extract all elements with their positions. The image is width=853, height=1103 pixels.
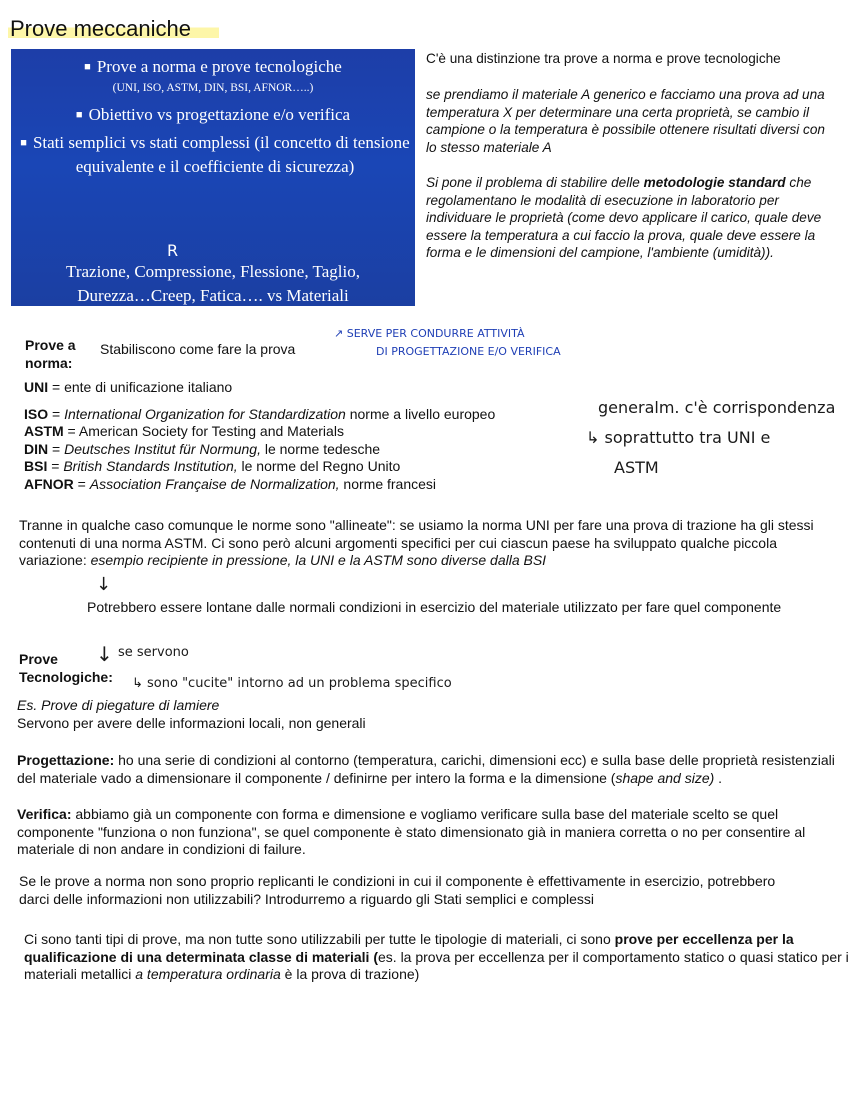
allineate-paragraph: Tranne in qualche caso comunque le norme sono "allineate": se usiamo la norma UNI per fare una prova di trazione ha gli stessi contenuti di una norma ASTM. Ci sono però alcuni argomenti specifici per cui ciascun paese ha sviluppato qualche piccola variazione: esempio recipiente in pressione, la UNI e la ASTM sono diverse dalla BSI [19,517,814,568]
progettazione-paragraph: Progettazione: ho una serie di condizioni al contorno (temperatura, carichi, dimensioni ecc) e sulla base delle proprietà resistenziali del materiale vado a dimensionare il componente / definirne per intero la forma e la dimensione (shape and size) . [17,752,835,786]
hand-note-side-3: ASTM [614,458,659,477]
hand-note-cucite: ↳ sono "cucite" intorno ad un problema specifico [132,676,452,691]
norm-list [24,379,495,493]
slide-bullet-3: Stati semplici vs stati complessi (il concetto di tensione equivalente e il coefficiente di sicurezza) [32,133,410,176]
bullet-icon: ■ [75,109,83,121]
down-arrow-icon: ↓ [96,574,112,595]
replicanti-paragraph: Se le prove a norma non sono proprio replicanti le condizioni in cui il componente è effettivamente in esercizio, potrebbero darci delle informazioni non utilizzabili? Introdurremo a riguardo gli Stati semplici e complessi [19,873,776,907]
verifica-paragraph: Verifica: abbiamo già un componente con forma e dimensione e vogliamo verificare sulla base del materiale scelto se quel componente "funziona o non funziona", se quel componente è stato dimensionato già in maniera corretta o no per consentire al materiale di non andare in condizioni di failure. [17,806,806,857]
hand-note-norma-1: ↗ SERVE PER CONDURRE ATTIVITÀ [334,327,525,340]
norm-item: ISO = International Organization for Standardization norme a livello europeo [24,405,496,422]
standard-methods-term: metodologie standard [643,175,786,190]
page-title: Prove meccaniche [8,16,219,42]
slide-bottom-line-2: Durezza…Creep, Fatica…. vs Materiali [77,286,349,305]
right-paragraph-2: se prendiamo il materiale A generico e facciamo una prova ad una temperatura X per determinare una certa proprietà, se cambio il campione o la temperatura è possibile ottenere risultati diversi con lo stesso materiale A [426,87,825,155]
right-paragraph-3: Si pone il problema di stabilire delle metodologie standard che regolamentano le modalità di esecuzione in laboratorio per individuare le proprietà (come devo applicare il carico, quale deve essere la temperatura a cui faccio la prova, quale deve essere la forma e le dimensioni del campione, l'ambiente (umidità)). [426,175,822,260]
slide-bottom-line-1: Trazione, Compressione, Flessione, Taglio, [66,262,360,281]
norma-label: Prove a norma: [25,337,76,371]
slide-bullet-2: Obiettivo vs progettazione e/o verifica [88,105,351,124]
hand-note-side-1: generalm. c'è corrispondenza [598,398,836,417]
norm-item: AFNOR = Association Française de Normalization, norme francesi [24,475,437,492]
lontane-paragraph: Potrebbero essere lontane dalle normali condizioni in esercizio del materiale utilizzato per fare quel componente [87,599,782,615]
norm-item: DIN = Deutsches Institut für Normung, le norme tedesche [24,440,381,457]
bullet-icon: ■ [84,61,91,73]
bullet-icon: ■ [20,137,27,149]
hand-note-side-2: ↳ soprattutto tra UNI e [586,428,771,447]
tecnologiche-purpose: Servono per avere delle informazioni locali, non generali [17,715,366,731]
slide-bullet-1: Prove a norma e prove tecnologiche [96,57,342,76]
tecnologiche-example: Es. Prove di piegature di lamiere [17,697,220,713]
norm-item: UNI = ente di unificazione italiano [24,379,233,395]
hand-note-se-servono: se servono [118,645,189,660]
slide-image [11,49,415,306]
right-intro: C'è una distinzione tra prove a norma e prove tecnologiche [426,51,781,66]
down-arrow-icon: ↓ [96,642,113,666]
hand-note-norma-2: DI PROGETTAZIONE E/O VERIFICA [376,345,561,358]
norma-desc: Stabiliscono come fare la prova [100,341,296,357]
norm-item: ASTM = American Society for Testing and Materials [24,423,344,439]
slide-bullet-1-sub: (UNI, ISO, ASTM, DIN, BSI, AFNOR…..) [112,82,314,94]
arrow-icon: ↗ [334,327,344,340]
norm-item: BSI = British Standards Institution, le norme del Regno Unito [24,458,401,474]
tipi-paragraph: Ci sono tanti tipi di prove, ma non tutte sono utilizzabili per tutte le tipologie di materiali, ci sono prove per eccellenza per la qualificazione di una determinata classe di materiali (es. la prova per eccellenza per il comportamento statico o quasi statico per i materiali metallici a temperatura ordinaria è la prova di trazione) [24,931,849,982]
slide-hand-mark: R [167,241,179,260]
tecnologiche-label: Prove Tecnologiche: [19,651,113,685]
